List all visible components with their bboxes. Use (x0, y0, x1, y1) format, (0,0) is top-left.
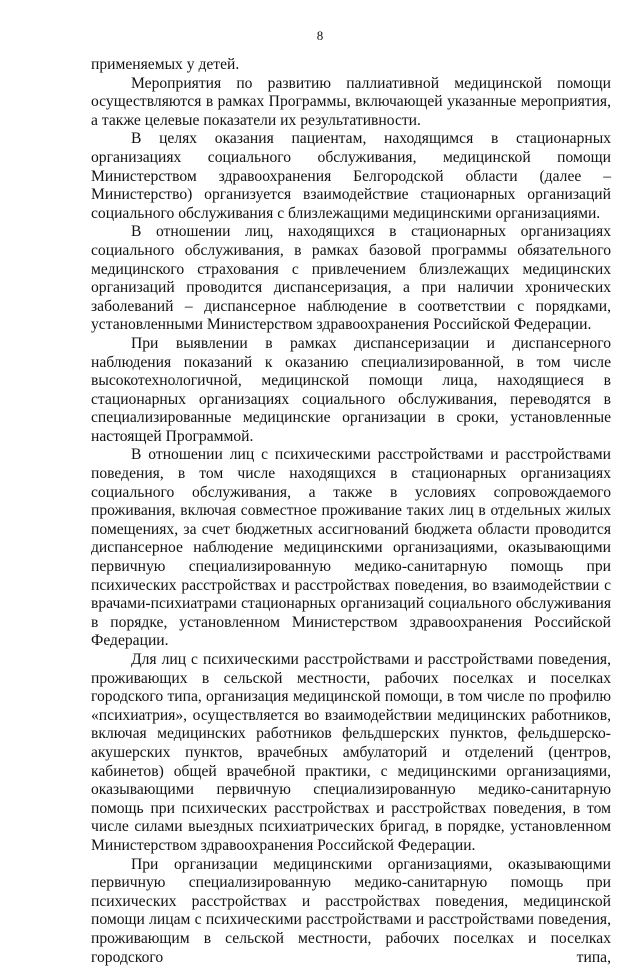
paragraph: При выявлении в рамках диспансеризации и диспансерного наблюдения показаний к оказанию специализированной, в том числе высокотехнологичной, медицинской помощи лица, находящиеся в стационарных организациях социального обслуживания, переводятся в специализированные медицинские организации в сроки, установленные настоящей Программой. (91, 334, 611, 445)
paragraph: Мероприятия по развитию паллиативной медицинской помощи осуществляются в рамках Программы, включающей указанные мероприятия, а также целевые показатели их результативности. (91, 74, 611, 129)
document-body (91, 56, 611, 967)
paragraph: В целях оказания пациентам, находящимся в стационарных организациях социального обслуживания, медицинской помощи Министерством здравоохранения Белгородской области (далее – Министерство) организуется взаимодействие стационарных организаций социального обслуживания с близлежащими медицинскими организациями. (91, 130, 611, 222)
paragraph: В отношении лиц с психическими расстройствами и расстройствами поведения, в том числе находящихся в стационарных организациях социального обслуживания, а также в условиях сопровождаемого проживания, включая совместное проживание таких лиц в отдельных жилых помещениях, за счет бюджетных ассигнований бюджета области проводится диспансерное наблюдение медицинскими организациями, оказывающими первичную специализированную медико-санитарную помощь при психических расстройствах и расстройствах поведения, во взаимодействии с врачами-психиатрами стационарных организаций социального обслуживания в порядке, установленном Министерством здравоохранения Российской Федерации. (91, 446, 611, 650)
paragraph: В отношении лиц, находящихся в стационарных организациях социального обслуживания, в рамках базовой программы обязательного медицинского страхования с привлечением близлежащих медицинских организаций проводится диспансеризация, а при наличии хронических заболеваний – диспансерное наблюдение в соответствии с порядками, установленными Министерством здравоохранения Российской Федерации. (91, 223, 611, 334)
paragraph: Для лиц с психическими расстройствами и расстройствами поведения, проживающих в сельской местности, рабочих поселках и поселках городского типа, организация медицинской помощи, в том числе по профилю «психиатрия», осуществляется во взаимодействии медицинских работников, включая медицинских работников фельдшерских пунктов, фельдшерско-акушерских пунктов, врачебных амбулаторий и отделений (центров, кабинетов) общей врачебной практики, с медицинскими организациями, оказывающими первичную специализированную медико-санитарную помощь при психических расстройствах и расстройствах поведения, в том числе силами выездных психиатрических бригад, в порядке, установленном Министерством здравоохранения Российской Федерации. (91, 651, 611, 854)
page-number: 8 (316, 28, 324, 43)
paragraph-continues-next-page: При организации медицинскими организациями, оказывающими первичную специализированную медико-санитарную помощь при психических расстройствах и расстройствах поведения, медицинской помощи лицам с психическими расстройствами и расстройствами поведения, проживающим в сельской местности, рабочих поселках и поселках городского типа, (91, 855, 611, 966)
paragraph-continuation: применяемых у детей. (91, 56, 240, 73)
